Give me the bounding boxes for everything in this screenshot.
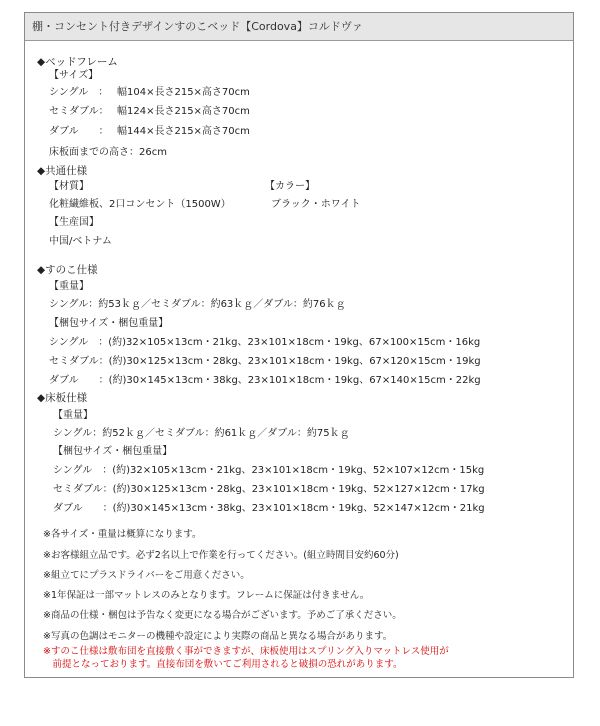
sunoko-weight-value: シングル：約53ｋｇ／セミダブル：約63ｋｇ／ダブル：約76ｋｇ [49,299,346,310]
sunoko-weight-label: 【重量】 [49,281,89,292]
sunoko-pack-row: ダブル ：(約)30×145×13cm・38kg、23×101×18cm・19kg、67×140×15cm・22kg [49,375,481,386]
floorboard-pack-row: セミダブル：(約)30×125×13cm・28kg、23×101×18cm・19kg、52×127×12cm・17kg [53,484,485,495]
color-value: ブラック・ホワイト [271,199,361,210]
bed-frame-heading: ◆ベッドフレーム [37,56,118,68]
origin-value: 中国/ベトナム [49,236,112,247]
sunoko-pack-row: シングル ：(約)32×105×13cm・21kg、23×101×18cm・19kg、67×100×15cm・16kg [49,337,481,348]
material-label: 【材質】 [49,181,89,192]
note-item: ※お客様組立品です。必ず2名以上で作業を行ってください。(組立時間目安約60分) [43,550,399,561]
size-row-name: シングル ： [49,87,109,98]
sunoko-pack-label: 【梱包サイズ・梱包重量】 [49,318,169,329]
size-row-value: 幅144×長さ215×高さ70cm [117,126,250,137]
material-value: 化粧繊維板、2口コンセント（1500W） [49,199,231,210]
note-item: ※各サイズ・重量は概算になります。 [43,529,202,540]
size-row-name: セミダブル： [49,106,109,117]
size-row-name: ダブル ： [49,126,109,137]
sunoko-heading: ◆すのこ仕様 [37,264,98,276]
floor-height: 床板面までの高さ：26cm [49,147,167,158]
floorboard-pack-row: ダブル ：(約)30×145×13cm・38kg、23×101×18cm・19kg、52×147×12cm・21kg [53,503,485,514]
sunoko-pack-row: セミダブル：(約)30×125×13cm・28kg、23×101×18cm・19kg、67×120×15cm・19kg [49,356,481,367]
note-item: ※写真の色調はモニターの機種や設定により実際の商品と異なる場合があります。 [43,631,393,642]
note-item: ※商品の仕様・梱包は予告なく変更になる場合がございます。予めご了承ください。 [43,610,402,621]
color-label: 【カラー】 [265,181,315,192]
floorboard-pack-row: シングル ：(約)32×105×13cm・21kg、23×101×18cm・19kg、52×107×12cm・15kg [53,465,485,476]
size-row-value: 幅124×長さ215×高さ70cm [117,106,250,117]
spec-panel [24,12,574,678]
note-item: ※組立てにプラスドライバーをご用意ください。 [43,570,250,581]
floorboard-heading: ◆床板仕様 [37,392,88,404]
common-heading: ◆共通仕様 [37,165,88,177]
warning-line: ※すのこ仕様は敷布団を直接敷く事ができますが、床板使用はスプリング入りマットレス使用が [43,646,449,657]
size-label: 【サイズ】 [49,70,99,81]
origin-label: 【生産国】 [49,217,99,228]
floorboard-weight-label: 【重量】 [53,410,93,421]
warning-line: 前提となっております。直接布団を敷いてご利用されると破損の恐れがあります。 [43,659,403,670]
floorboard-pack-label: 【梱包サイズ・梱包重量】 [53,446,173,457]
page-title: 棚・コンセント付きデザインすのこベッド【Cordova】コルドヴァ [25,13,573,41]
note-item: ※1年保証は一部マットレスのみとなります。フレームに保証は付きません。 [43,590,370,601]
floorboard-weight-value: シングル：約52ｋｇ／セミダブル：約61ｋｇ／ダブル：約75ｋｇ [53,428,350,439]
size-row-value: 幅104×長さ215×高さ70cm [117,87,250,98]
